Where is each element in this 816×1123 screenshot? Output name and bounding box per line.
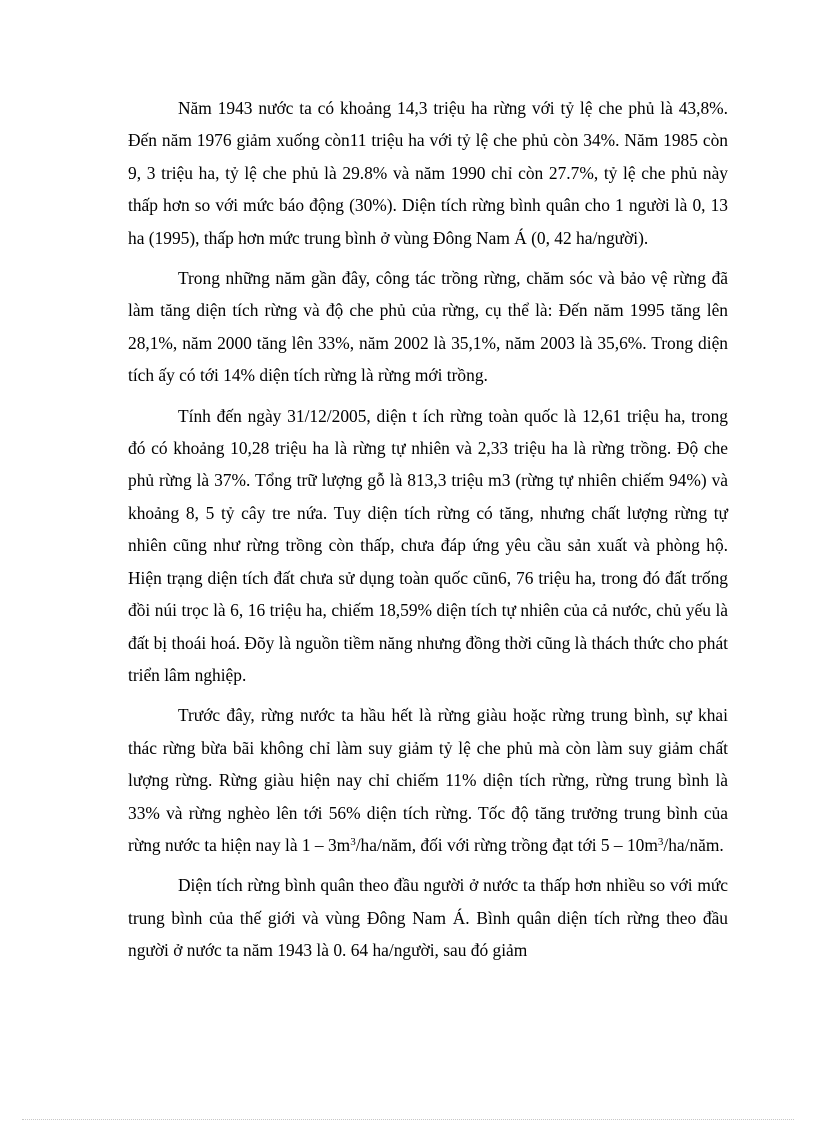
paragraph-3: Tính đến ngày 31/12/2005, diện t ích rừng toàn quốc là 12,61 triệu ha, trong đó có khoảng 10,28 triệu ha là rừng tự nhiên và 2,33 triệu ha là rừng trồng. Độ che phủ rừng là 37%. Tổng trữ lượng gỗ là 813,3 triệu m3 (rừng tự nhiên chiếm 94%) và khoảng 8, 5 tỷ cây tre nứa. Tuy diện tích rừng có tăng, nhưng chất lượng rừng tự nhiên cũng như rừng trồng còn thấp, chưa đáp ứng yêu cầu sản xuất và phòng hộ. Hiện trạng diện tích đất chưa sử dụng toàn quốc cũn6, 76 triệu ha, trong đó đất trống đồi núi trọc là 6, 16 triệu ha, chiếm 18,59% diện tích tự nhiên của cả nước, chủ yếu là đất bị thoái hoá. Đõy là nguồn tiềm năng nhưng đồng thời cũng là thách thức cho phát triển lâm nghiệp.: [128, 405, 728, 685]
paragraph-2: Trong những năm gần đây, công tác trồng rừng, chăm sóc và bảo vệ rừng đã làm tăng diện tích rừng và độ che phủ của rừng, cụ thể là: Đến năm 1995 tăng lên 28,1%, năm 2000 tăng lên 33%, năm 2002 là 35,1%, năm 2003 là 35,6%. Trong diện tích ấy có tới 14% diện tích rừng là rừng mới trồng.: [128, 268, 728, 386]
paragraph-4-text-a: Trước đây, rừng nước ta hầu hết là rừng giàu hoặc rừng trung bình, sự khai thác rừng bừa bãi không chỉ làm suy giảm tỷ lệ che phủ mà còn làm suy giảm chất lượng rừng. Rừng giàu hiện nay chỉ chiếm 11% diện tích rừng, rừng trung bình là 33% và rừng nghèo lên tới 56% diện tích rừng. Tốc độ tăng trưởng trung bình của rừng nước ta hiện nay là 1 – 3m: [128, 705, 728, 855]
document-page: [128, 92, 728, 975]
paragraph-4-text-b: /ha/năm, đối với rừng trồng đạt tới 5 – 10m: [355, 834, 658, 855]
paragraph-5: Diện tích rừng bình quân theo đầu người ở nước ta thấp hơn nhiều so với mức trung bình của thế giới và vùng Đông Nam Á. Bình quân diện tích rừng theo đầu người ở nước ta năm 1943 là 0. 64 ha/người, sau đó giảm: [128, 875, 728, 961]
superscript-cubed-2: 3: [657, 835, 664, 848]
paragraph-4-text-c: /ha/năm.: [663, 834, 724, 855]
paragraph-1: Năm 1943 nước ta có khoảng 14,3 triệu ha rừng với tỷ lệ che phủ là 43,8%. Đến năm 1976 giảm xuống còn11 triệu ha với tỷ lệ che phủ còn 34%. Năm 1985 còn 9, 3 triệu ha, tỷ lệ che phủ là 29.8% và năm 1990 chỉ còn 27.7%, tỷ lệ che phủ này thấp hơn so với mức báo động (30%). Diện tích rừng bình quân cho 1 người là 0, 13 ha (1995), thấp hơn mức trung bình ở vùng Đông Nam Á (0, 42 ha/người).: [128, 98, 728, 248]
paragraph-4: [128, 699, 728, 861]
superscript-cubed-1: 3: [350, 835, 356, 848]
page-bottom-divider: [22, 1119, 794, 1120]
